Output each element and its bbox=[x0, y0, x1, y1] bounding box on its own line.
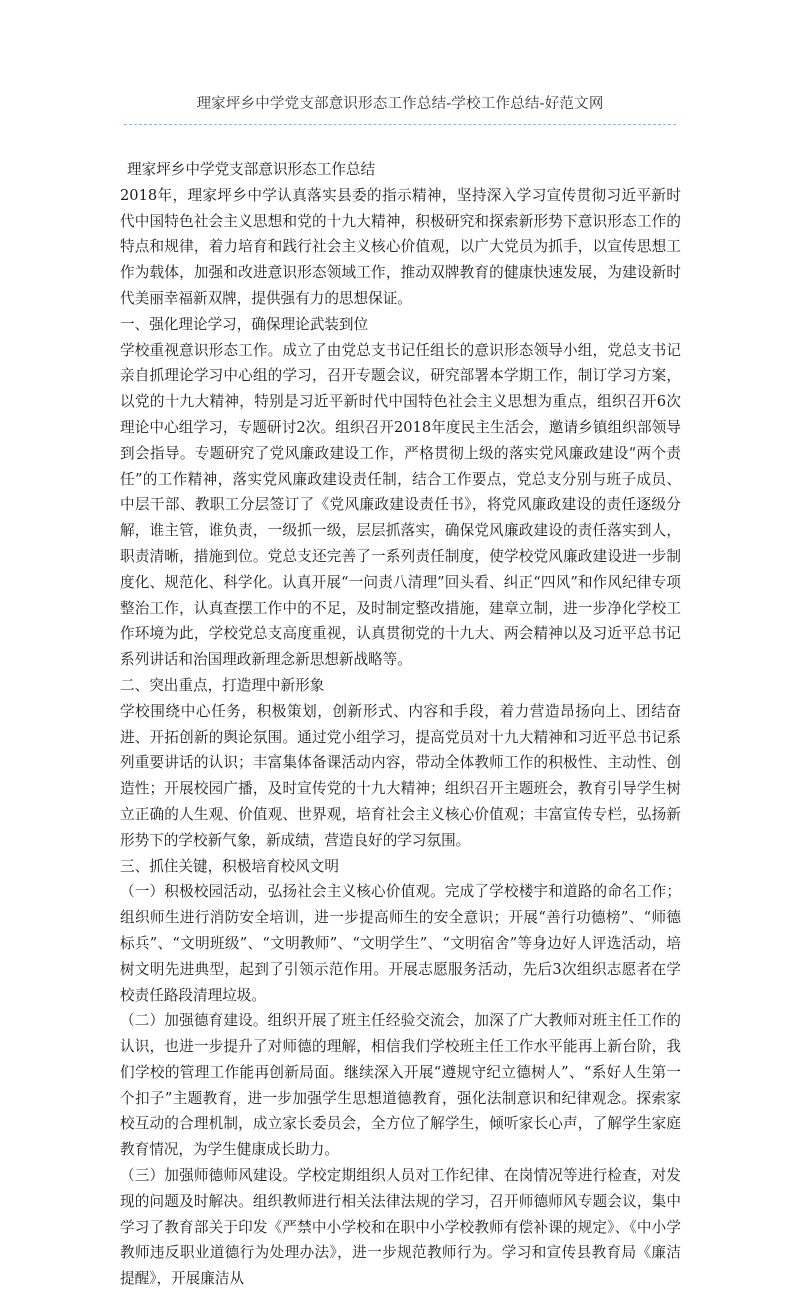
section-3-paragraph-2: （二）加强德育建设。组织开展了班主任经验交流会，加深了广大教师对班主任工作的认识，也进一步提升了对师德的理解，相信我们学校班主任工作水平能再上新台阶，我们学校的管理工作能再创新局面。继续深入开展“遵规守纪立德树人”、“系好人生第一个扣子”主题教育，进一步加强学生思想道德教育，强化法制意识和纪律观念。探索家校互动的合理机制，成立家长委员会，全方位了解学生，倾听家长心声，了解学生家庭教育情况，为学生健康成长助力。 bbox=[120, 1012, 681, 1159]
section-1-paragraph: 学校重视意识形态工作。成立了由党总支书记任组长的意识形态领导小组，党总支书记亲自抓理论学习中心组的学习，召开专题会议，研究部署本学期工作，制订学习方案，以党的十九大精神，特别是习近平新时代中国特色社会主义思想为重点，组织召开6次理论中心组学习，专题研讨2次。组织召开2018年度民主生活会，邀请乡镇组织部领导到会指导。专题研究了党风廉政建设工作，严格贯彻上级的落实党风廉政建设“两个责任”的工作精神，落实党风廉政建设责任制，结合工作要点，党总支分别与班子成员、中层干部、教职工分层签订了《党风廉政建设责任书》，将党风廉政建设的责任逐级分解，谁主管，谁负责，一级抓一级，层层抓落实，确保党风廉政建设的责任落实到人，职责清晰，措施到位。党总支还完善了一系列责任制度，使学校党风廉政建设进一步制度化、规范化、科学化。认真开展“一问责八清理”回头看、纠正“四风”和作风纪律专项整治工作，认真查摆工作中的不足，及时制定整改措施，建章立制，进一步净化学校工作环境为此，学校党总支高度重视，认真贯彻党的十九大、两会精神以及习近平总书记系列讲话和治国理政新理念新思想新战略等。 bbox=[120, 341, 681, 669]
article-body bbox=[120, 157, 681, 1292]
section-heading-3: 三、抓住关键，积极培育校风文明 bbox=[120, 857, 339, 875]
section-3-paragraph-3: （三）加强师德师风建设。学校定期组织人员对工作纪律、在岗情况等进行检查，对发现的问题及时解决。组织教师进行相关法律法规的学习，召开师德师风专题会议，集中学习了教育部关于印发《严禁中小学校和在职中小学校教师有偿补课的规定》、《中小学教师违反职业道德行为处理办法》，进一步规范教师行为。学习和宣传县教育局《廉洁提醒》，开展廉洁从 bbox=[120, 1167, 681, 1288]
document-title: 理家坪乡中学党支部意识形态工作总结 bbox=[127, 161, 376, 178]
section-3-paragraph-1: （一）积极校园活动，弘扬社会主义核心价值观。完成了学校楼宇和道路的命名工作；组织师生进行消防安全培训，进一步提高师生的安全意识；开展“善行功德榜”、“师德标兵”、“文明班级”、“文明教师”、“文明学生”、“文明宿舍”等身边好人评选活动，培树文明先进典型，起到了引领示范作用。开展志愿服务活动，先后3次组织志愿者在学校责任路段清理垃圾。 bbox=[120, 883, 681, 1004]
section-heading-1: 一、强化理论学习，确保理论武装到位 bbox=[120, 315, 369, 333]
section-2-paragraph: 学校围绕中心任务，积极策划，创新形式、内容和手段，着力营造昂扬向上、团结奋进、开拓创新的舆论氛围。通过党小组学习，提高党员对十九大精神和习近平总书记系列重要讲话的认识；丰富集体备课活动内容，带动全体教师工作的积极性、主动性、创造性；开展校园广播，及时宣传党的十九大精神；组织召开主题班会，教育引导学生树立正确的人生观、价值观、世界观，培育社会主义核心价值观；丰富宣传专栏，弘扬新形势下的学校新气象，新成绩，营造良好的学习氛围。 bbox=[120, 702, 681, 849]
section-heading-2: 二、突出重点，打造理中新形象 bbox=[120, 676, 325, 694]
page-header-title: 理家坪乡中学党支部意识形态工作总结-学校工作总结-好范文网 bbox=[196, 96, 604, 112]
intro-paragraph: 2018年，理家坪乡中学认真落实县委的指示精神，坚持深入学习宣传贯彻习近平新时代中国特色社会主义思想和党的十九大精神，积极研究和探索新形势下意识形态工作的特点和规律，着力培育和践行社会主义核心价值观，以广大党员为抓手，以宣传思想工作为载体，加强和改进意识形态领域工作，推动双牌教育的健康快速发展，为建设新时代美丽幸福新双牌，提供强有力的思想保证。 bbox=[120, 186, 681, 307]
header-divider bbox=[124, 124, 676, 125]
